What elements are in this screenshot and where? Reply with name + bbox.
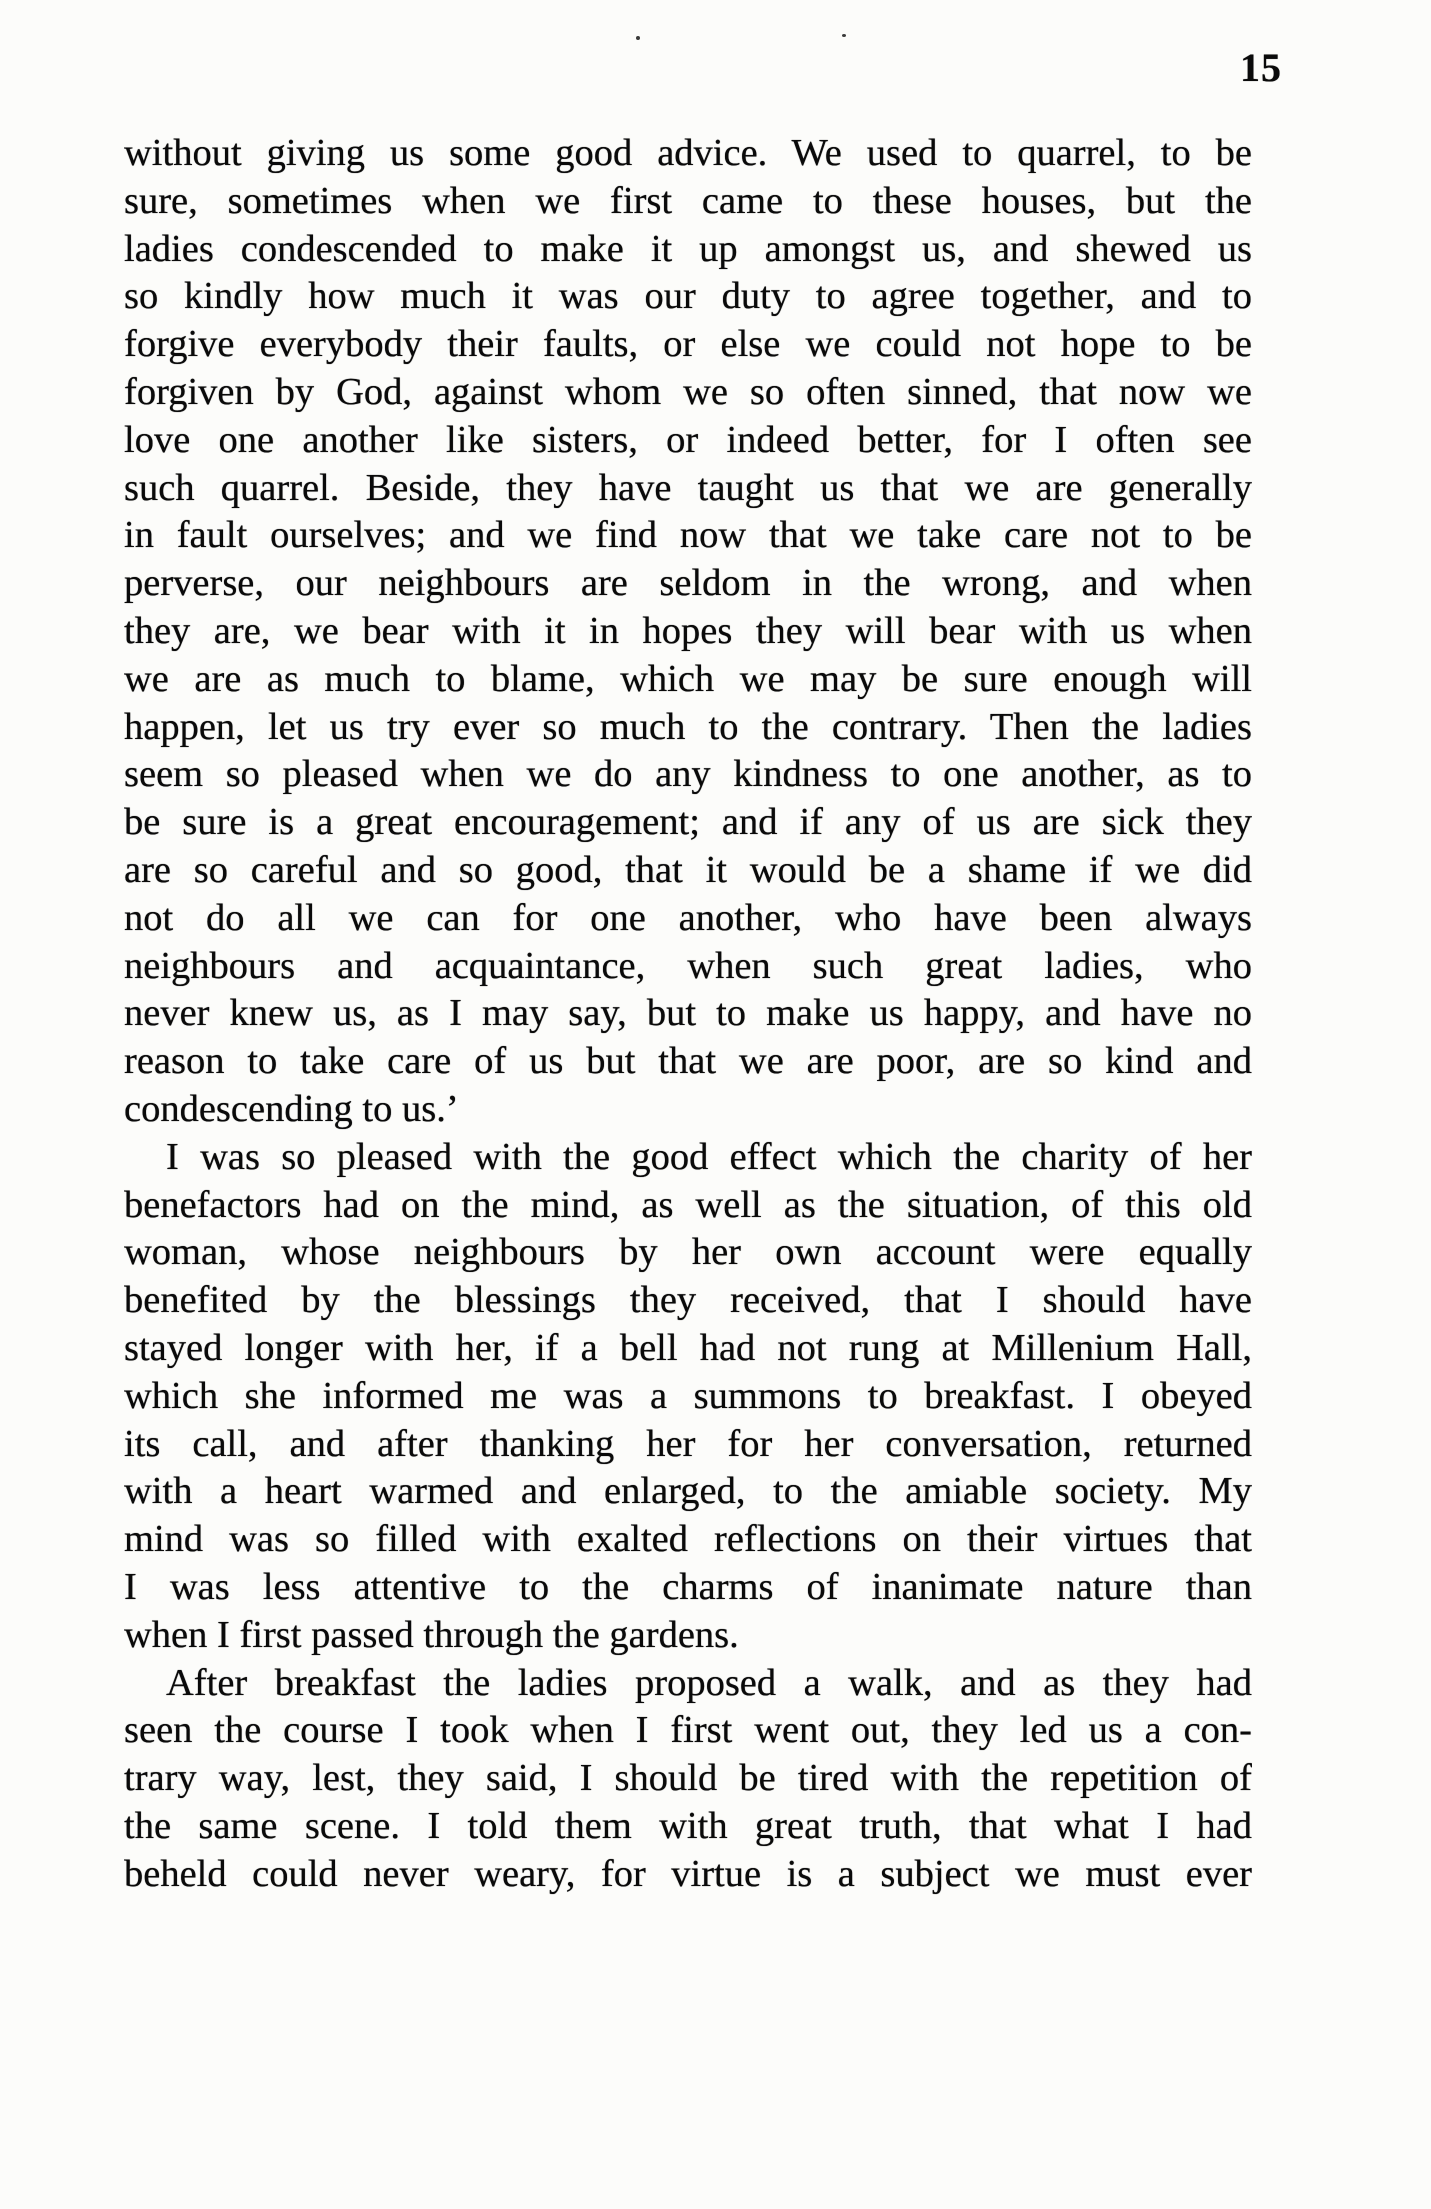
text-line: they are, we bear with it in hopes they will bear with us when bbox=[124, 609, 1252, 652]
text-line: benefactors had on the mind, as well as the situation, of this old bbox=[124, 1183, 1252, 1226]
page-number: 15 bbox=[1240, 45, 1282, 90]
text-line: when I first passed through the gardens. bbox=[124, 1613, 739, 1656]
text-line: I was less attentive to the charms of inanimate nature than bbox=[124, 1565, 1252, 1608]
text-line: so kindly how much it was our duty to agree together, and to bbox=[124, 275, 1252, 318]
text-line: in fault ourselves; and we find now that we take care not to be bbox=[124, 514, 1252, 557]
scan-speck bbox=[842, 34, 846, 37]
text-line: such quarrel. Beside, they have taught us that we are generally bbox=[124, 466, 1252, 509]
text-line: neighbours and acquaintance, when such great ladies, who bbox=[124, 944, 1252, 987]
text-line: without giving us some good advice. We used to quarrel, to be bbox=[124, 132, 1252, 174]
text-line: After breakfast the ladies proposed a walk, and as they had bbox=[166, 1661, 1252, 1704]
text-line: its call, and after thanking her for her conversation, returned bbox=[124, 1422, 1252, 1465]
text-line: woman, whose neighbours by her own account were equally bbox=[124, 1231, 1252, 1274]
scan-speck bbox=[636, 36, 640, 40]
text-line: are so careful and so good, that it would be a shame if we did bbox=[124, 848, 1252, 891]
text-line: seen the course I took when I first went out, they led us a con- bbox=[124, 1709, 1252, 1752]
text-line: trary way, lest, they said, I should be tired with the repetition of bbox=[124, 1757, 1252, 1800]
text-line: love one another like sisters, or indeed better, for I often see bbox=[124, 418, 1252, 461]
text-line: seem so pleased when we do any kindness to one another, as to bbox=[124, 753, 1252, 796]
text-line: we are as much to blame, which we may be sure enough will bbox=[124, 657, 1252, 700]
text-line: condescending to us.’ bbox=[124, 1087, 459, 1130]
text-line: I was so pleased with the good effect which the charity of her bbox=[166, 1135, 1252, 1178]
text-line: forgive everybody their faults, or else we could not hope to be bbox=[124, 323, 1252, 366]
text-line: mind was so filled with exalted reflections on their virtues that bbox=[124, 1518, 1252, 1561]
text-line: never knew us, as I may say, but to make us happy, and have no bbox=[124, 992, 1252, 1035]
paragraph bbox=[124, 1134, 1252, 1660]
text-line: with a heart warmed and enlarged, to the amiable society. My bbox=[124, 1470, 1252, 1513]
text-line: be sure is a great encouragement; and if any of us are sick they bbox=[124, 801, 1252, 844]
text-line: beheld could never weary, for virtue is a subject we must ever bbox=[124, 1852, 1252, 1895]
text-line: forgiven by God, against whom we so often sinned, that now we bbox=[124, 370, 1252, 413]
paragraph bbox=[124, 1660, 1252, 1899]
text-line: ladies condescended to make it up amongst us, and shewed us bbox=[124, 227, 1252, 270]
paragraph bbox=[124, 130, 1252, 1134]
text-line: happen, let us try ever so much to the contrary. Then the ladies bbox=[124, 705, 1252, 748]
text-line: not do all we can for one another, who have been always bbox=[124, 896, 1252, 939]
text-line: sure, sometimes when we first came to these houses, but the bbox=[124, 179, 1252, 222]
body-text bbox=[124, 130, 1252, 1898]
text-line: benefited by the blessings they received, that I should have bbox=[124, 1279, 1252, 1322]
text-line: reason to take care of us but that we are poor, are so kind and bbox=[124, 1040, 1252, 1083]
text-line: perverse, our neighbours are seldom in the wrong, and when bbox=[124, 562, 1252, 605]
text-line: the same scene. I told them with great truth, that what I had bbox=[124, 1804, 1252, 1847]
text-line: which she informed me was a summons to breakfast. I obeyed bbox=[124, 1374, 1252, 1417]
text-line: stayed longer with her, if a bell had not rung at Millenium Hall, bbox=[124, 1326, 1252, 1369]
